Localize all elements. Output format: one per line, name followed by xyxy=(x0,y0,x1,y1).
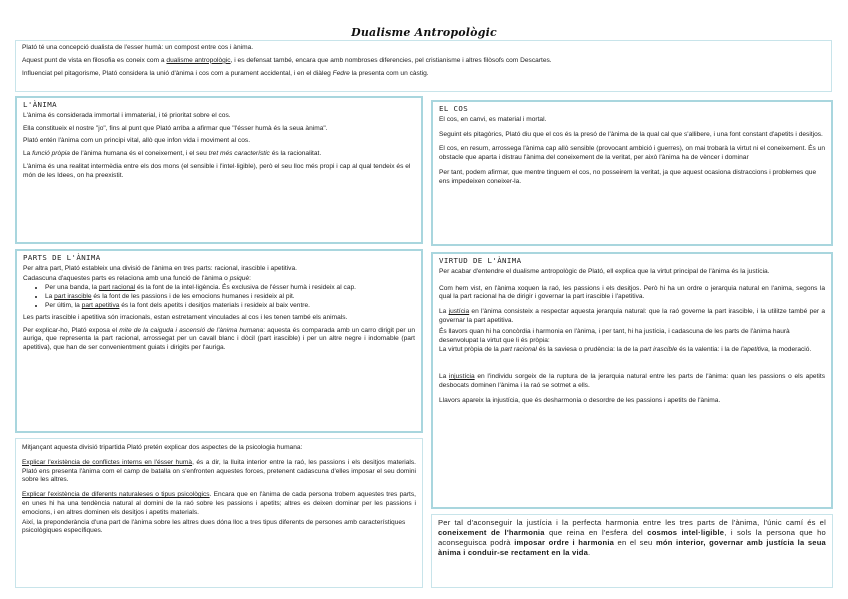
parts-heading: PARTS DE L'ÀNIMA xyxy=(23,253,101,262)
parts-box xyxy=(15,249,423,433)
parts-p3: Les parts irascible i apetitiva són irracionals, estan estretament vinculades al cos i les tenen també els animals. xyxy=(23,313,348,321)
virtut-p5: La virtut pròpia de la part racional és la saviesa o prudència: la de la part irascible és la valentia: i la de l'apetitiva, la moderació. xyxy=(439,346,812,354)
psicologia-box xyxy=(15,438,423,588)
psico-p1: Mitjançant aquesta divisió tripartida Plató pretén explicar dos aspectes de la psicologia humana: xyxy=(22,444,303,451)
cos-box xyxy=(431,100,833,246)
intro-line-3: Influenciat pel pitagorisme, Plató considera la unió d'ànima i cos com a purament accidental, i en el diàleg Fedre la presenta com un càstig. xyxy=(22,69,429,77)
intro-box xyxy=(15,40,832,92)
virtut-p4: És llavors quan hi ha concòrdia i harmonia en l'ànima, i per tant, hi ha justícia, i cadascuna de les parts de l'ànima haurà desenvolupat la virtut que li és pròpia: xyxy=(439,327,790,344)
list-item: • La part irascible és la font de les passions i de les emocions humanes i resideix al pit. xyxy=(45,293,415,302)
parts-p1: Per altra part, Plató estableix una divisió de l'ànima en tres parts: racional, irascible i apetitiva. xyxy=(23,264,297,272)
anima-heading: L'ÀNIMA xyxy=(23,100,57,109)
virtut-p6: La injustícia en l'individu sorgeix de la ruptura de la jerarquia natural entre les parts de l'ànima: quan les passions o els apetits desbocats dominen l'ànima i la raó se sotmet a ells. xyxy=(439,373,825,389)
psico-p2: Explicar l'existència de conflictes interns en l'ésser humà, és a dir, la lluita interior entre la raó, les passions i els desitjos materials. Plató ens presenta l'ànima com el camp de batalla on s'enfronten aquestes forces, pretenent cadascuna d'elles imposar el seu domini sobre les altres. xyxy=(22,458,416,484)
list-item: • Per una banda, la part racional és la font de la intel·ligència. És exclusiva de l'ésser humà i resideix al cap. xyxy=(45,284,415,293)
cos-p2: Seguint els pitagòrics, Plató diu que el cos és la presó de l'ànima de la qual cal que s'allibere, i una font constant d'apetits i desitjos. xyxy=(439,130,823,138)
cos-p1: El cos, en canvi, es material i mortal. xyxy=(439,115,547,123)
virtut-p3: La justícia en l'ànima consisteix a respectar aquesta jerarquia natural: que la raó governe la part irascible, i la utilitze també per a governar la part apetitiva. xyxy=(439,308,825,324)
psico-p3: Explicar l'existència de diferents naturaleses o tipus psicològics. Encara que en l'ànima de cada persona trobem aquestes tres parts, en unes hi ha una tendència natural al domini de la raó sobre les passions i apetits; altres es deixen dominar per les passions i emocions, i en altres dominen els desitjos i apetits materials. xyxy=(22,491,416,516)
anima-p5: L'ànima és una realitat intermèdia entre els dos mons (el sensible i l'intel·ligible), però el seu lloc més propi i cap al qual tendeix és el món de les Idees, on ha preexistit. xyxy=(23,162,411,179)
parts-p2: Cadascuna d'aquestes parts es relaciona amb una funció de l'ànima o psiquè: xyxy=(23,274,251,282)
intro-line-2: Aquest punt de vista en filosofia es coneix com a dualisme antropològic, i es defensat també, encara que amb nombroses diferencies, pel cristianisme i altres filòsofs com Descartes. xyxy=(22,56,552,64)
cos-heading: EL COS xyxy=(439,104,469,113)
cos-p3: El cos, en resum, arrossega l'ànima cap allò sensible (provocant ambició i guerres), on mai trobarà la virtut ni el coneixement. És un obstacle que aparta i distrau l'ànima del coneixement de la veritat, per això l'ànima ha de vèncer i dominar xyxy=(439,145,825,162)
anima-p1: L'ànima és considerada immortal i immaterial, i té prioritat sobre el cos. xyxy=(23,111,231,119)
virtut-box xyxy=(431,252,833,509)
virtut-p1: Per acabar d'entendre el dualisme antropològic de Plató, ell explica que la virtut principal de l'ànima és la justícia. xyxy=(439,267,770,275)
intro-line-1: Plató té una concepció dualista de l'esser humà: un compost entre cos i ànima. xyxy=(22,44,254,51)
conclusion-box xyxy=(431,514,833,588)
cos-p4: Per tant, podem afirmar, que mentre tinguem el cos, no posseirem la veritat, ja que aquest ocasiona distraccions i problemes que ens impedeixen coneixer-la. xyxy=(439,168,817,185)
parts-list xyxy=(23,284,415,310)
virtut-p2: Com hem vist, en l'ànima xoquen la raó, les passions i els desitjos. Però hi ha un ordre o jerarquia natural en l'anima, segons la qual la part racional ha de dirigir i governar la part irascible i l'apetitiva. xyxy=(439,284,825,301)
anima-box xyxy=(15,96,423,244)
psico-p4: Així, la preponderància d'una part de l'ànima sobre les altres dues dóna lloc a tres tipus diferents de persones amb característiques psicològiques específiques. xyxy=(22,518,406,535)
anima-p2: Ella constitueix el nostre "jo", fins al punt que Plató arriba a afirmar que "l'ésser humà és la seua ànima". xyxy=(23,124,328,132)
virtut-p7: Llavors apareix la injustícia, que és desharmonia o desordre de les passions i apetits de l'ànima. xyxy=(439,396,721,404)
conclusion-text: Per tal d'aconseguir la justícia i la perfecta harmonia entre les tres parts de l'ànima, l'únic camí és el coneixement de l'harmonia que reina en l'esfera del cosmos intel·ligible, i sols la persona que ho aconseguisca podrà imposar ordre i harmonia en el seu món interior, governar amb justícia la seua ànima i conduir-se rectament en la vida. xyxy=(438,518,826,557)
list-item: • Per últim, la part apetitiva és la font dels apetits i desitjos materials i resideix al baix ventre. xyxy=(45,302,415,311)
page-title: Dualisme Antropològic xyxy=(351,26,497,39)
virtut-heading: VIRTUD DE L'ÀNIMA xyxy=(439,256,522,265)
anima-p3: Plató entén l'ànima com un principi vital, allò que infon vida i moviment al cos. xyxy=(23,137,251,145)
anima-p4: La funció pròpia de l'ànima humana és el coneixement, i el seu tret més característic és la racionalitat. xyxy=(23,150,322,158)
parts-p4: Per explicar-ho, Plató exposa el mite de la caiguda i ascensió de l'ànima humana: aquesta és comparada amb un carro dirigit per un auriga, que representa la part racional, arrossegat per un cavall blanc i dòcil (part irascible) i per un altre negre i indomable (part apetitiva), que han de ser convenientment guiats i dirigits per l'auriga. xyxy=(23,326,415,352)
